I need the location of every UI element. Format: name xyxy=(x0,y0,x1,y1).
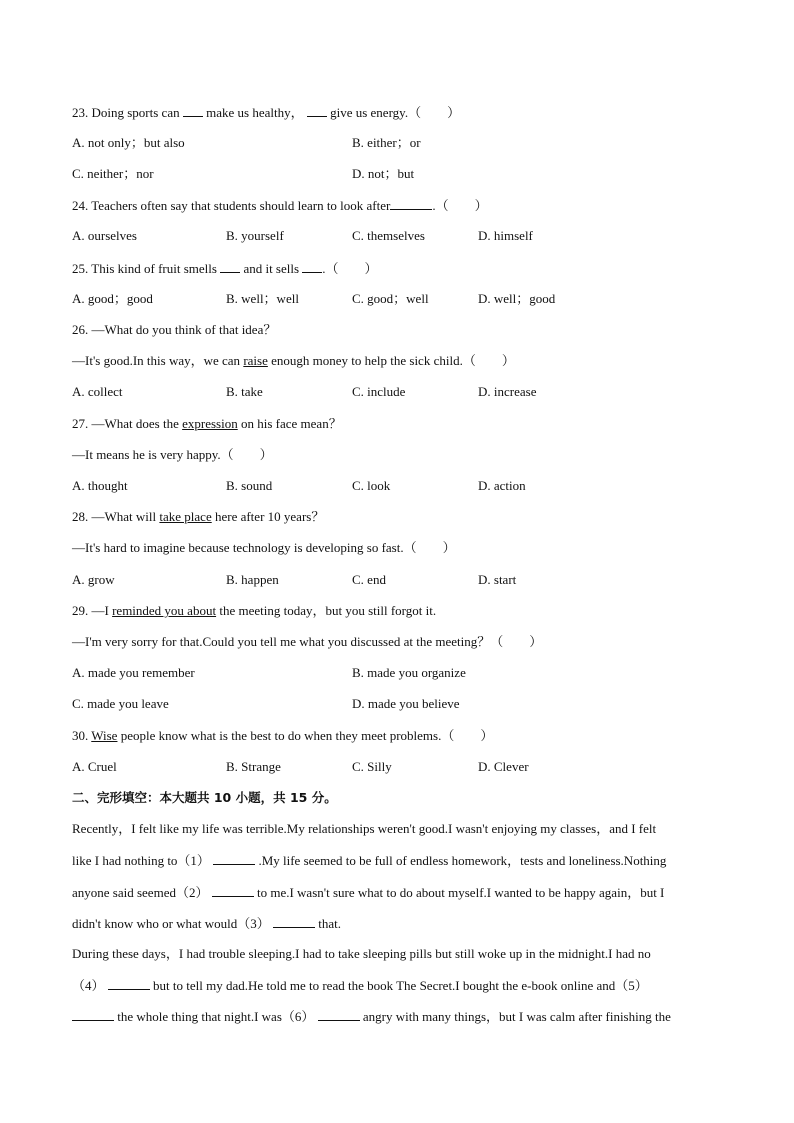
q23-option-d: D. not；but xyxy=(352,166,415,181)
q27-text-end: on his face mean？ xyxy=(237,416,342,431)
q28-underlined-phrase: take place xyxy=(159,509,212,524)
q28-option-a: A. grow xyxy=(72,572,115,587)
q25-option-b: B. well；well xyxy=(226,291,299,306)
q27-option-d: D. action xyxy=(478,478,526,493)
q30-option-c: C. Silly xyxy=(352,759,392,774)
question-29 xyxy=(72,603,436,619)
q26-option-d: D. increase xyxy=(478,384,537,399)
passage-line xyxy=(72,1008,712,1025)
q23-option-a: A. not only；but also xyxy=(72,135,185,150)
q23-option-c: C. neither；nor xyxy=(72,166,154,181)
q27-underlined-word: expression xyxy=(182,416,238,431)
answer-blank xyxy=(183,104,203,117)
passage-text: the whole thing that night.I was（6） xyxy=(117,1009,315,1024)
q24-text-start: 24. Teachers often say that students should learn to look after xyxy=(72,198,391,213)
q23-option-b: B. either；or xyxy=(352,135,421,150)
passage-text: （4） xyxy=(72,978,105,993)
q26-option-b: B. take xyxy=(226,384,263,399)
q29-option-d: D. made you believe xyxy=(352,696,460,711)
cloze-blank-6 xyxy=(318,1008,360,1021)
q24-option-d: D. himself xyxy=(478,228,533,243)
q23-text-middle: make us healthy， xyxy=(202,105,307,120)
q25-text-middle: and it sells xyxy=(240,261,303,276)
q27-option-c: C. look xyxy=(352,478,391,493)
q30-text-end: people know what is the best to do when they meet problems.（ ） xyxy=(117,728,494,743)
answer-blank xyxy=(307,104,327,117)
q27-response: —It means he is very happy.（ ） xyxy=(72,447,273,462)
q28-option-d: D. start xyxy=(478,572,517,587)
answer-blank xyxy=(302,260,322,273)
q26-text-start: —It's good.In this way，we can xyxy=(72,353,244,368)
q29-option-b: B. made you organize xyxy=(352,665,466,680)
q30-option-b: B. Strange xyxy=(226,759,281,774)
q26-option-a: A. collect xyxy=(72,384,123,399)
q28-text-end: here after 10 years？ xyxy=(211,509,325,524)
q28-response: —It's hard to imagine because technology is developing so fast.（ ） xyxy=(72,540,456,555)
q29-text-start: 29. —I xyxy=(72,603,113,618)
cloze-blank-1 xyxy=(213,852,255,865)
q30-text-start: 30. xyxy=(72,728,92,743)
q28-option-c: C. end xyxy=(352,572,386,587)
q28-option-b: B. happen xyxy=(226,572,279,587)
passage-text: to me.I wasn't sure what to do about myself.I wanted to be happy again，but I xyxy=(256,885,665,900)
q29-response: —I'm very sorry for that.Could you tell me what you discussed at the meeting？（ ） xyxy=(72,634,543,649)
q24-option-a: A. ourselves xyxy=(72,228,137,243)
passage-line: During these days，I had trouble sleeping.I had to take sleeping pills but still woke up in the midnight.I had no xyxy=(72,946,651,961)
passage-line xyxy=(72,977,712,994)
question-23 xyxy=(72,104,460,121)
passage-text: like I had nothing to（1） xyxy=(72,853,210,868)
q24-option-c: C. themselves xyxy=(352,228,425,243)
passage-text: didn't know who or what would（3） xyxy=(72,916,270,931)
q27-option-b: B. sound xyxy=(226,478,273,493)
q26-underlined-word: raise xyxy=(243,353,268,368)
passage-line xyxy=(72,884,712,901)
passage-line: Recently，I felt like my life was terrible.My relationships weren't good.I wasn't enjoying my classes，and I felt xyxy=(72,821,657,836)
cloze-blank-5 xyxy=(72,1008,114,1021)
answer-blank xyxy=(220,260,240,273)
q28-text-start: 28. —What will xyxy=(72,509,160,524)
q23-text-end: give us energy.（ ） xyxy=(326,105,461,120)
q29-option-a: A. made you remember xyxy=(72,665,195,680)
q30-option-d: D. Clever xyxy=(478,759,529,774)
passage-line xyxy=(72,852,712,869)
cloze-blank-4 xyxy=(108,977,150,990)
q24-option-b: B. yourself xyxy=(226,228,284,243)
passage-text: anyone said seemed（2） xyxy=(72,885,209,900)
question-28 xyxy=(72,509,324,525)
q25-text-start: 25. This kind of fruit smells xyxy=(72,261,221,276)
q25-option-c: C. good；well xyxy=(352,291,429,306)
q29-text-end: the meeting today，but you still forgot it. xyxy=(216,603,437,618)
cloze-blank-3 xyxy=(273,915,315,928)
q27-text-start: 27. —What does the xyxy=(72,416,183,431)
answer-blank xyxy=(390,197,432,210)
question-30 xyxy=(72,728,493,744)
passage-text: angry with many things，but I was calm after finishing the xyxy=(362,1009,671,1024)
question-25 xyxy=(72,260,378,277)
q29-underlined-phrase: reminded you about xyxy=(112,603,217,618)
question-24 xyxy=(72,197,488,214)
passage-line xyxy=(72,915,712,932)
q27-option-a: A. thought xyxy=(72,478,128,493)
question-27 xyxy=(72,416,342,432)
q30-option-a: A. Cruel xyxy=(72,759,117,774)
section-heading: 二、完形填空：本大题共 10 小题，共 15 分。 xyxy=(72,790,337,805)
q26-option-c: C. include xyxy=(352,384,406,399)
passage-text: that. xyxy=(318,916,341,931)
q25-option-a: A. good；good xyxy=(72,291,153,306)
question-26: 26. —What do you think of that idea？ xyxy=(72,322,277,337)
q24-text-end: .（ ） xyxy=(432,198,488,213)
q30-underlined-word: Wise xyxy=(91,728,118,743)
q23-text-start: 23. Doing sports can xyxy=(72,105,183,120)
q29-option-c: C. made you leave xyxy=(72,696,169,711)
cloze-blank-2 xyxy=(212,884,254,897)
q25-text-end: .（ ） xyxy=(322,261,378,276)
passage-text: .My life seemed to be full of endless homework，tests and loneliness.Nothing xyxy=(258,853,667,868)
q26-text-end: enough money to help the sick child.（ ） xyxy=(267,353,515,368)
passage-text: but to tell my dad.He told me to read the book The Secret.I bought the e-book online and（5） xyxy=(153,978,648,993)
q25-option-d: D. well；good xyxy=(478,291,556,306)
q26-response xyxy=(72,353,515,369)
